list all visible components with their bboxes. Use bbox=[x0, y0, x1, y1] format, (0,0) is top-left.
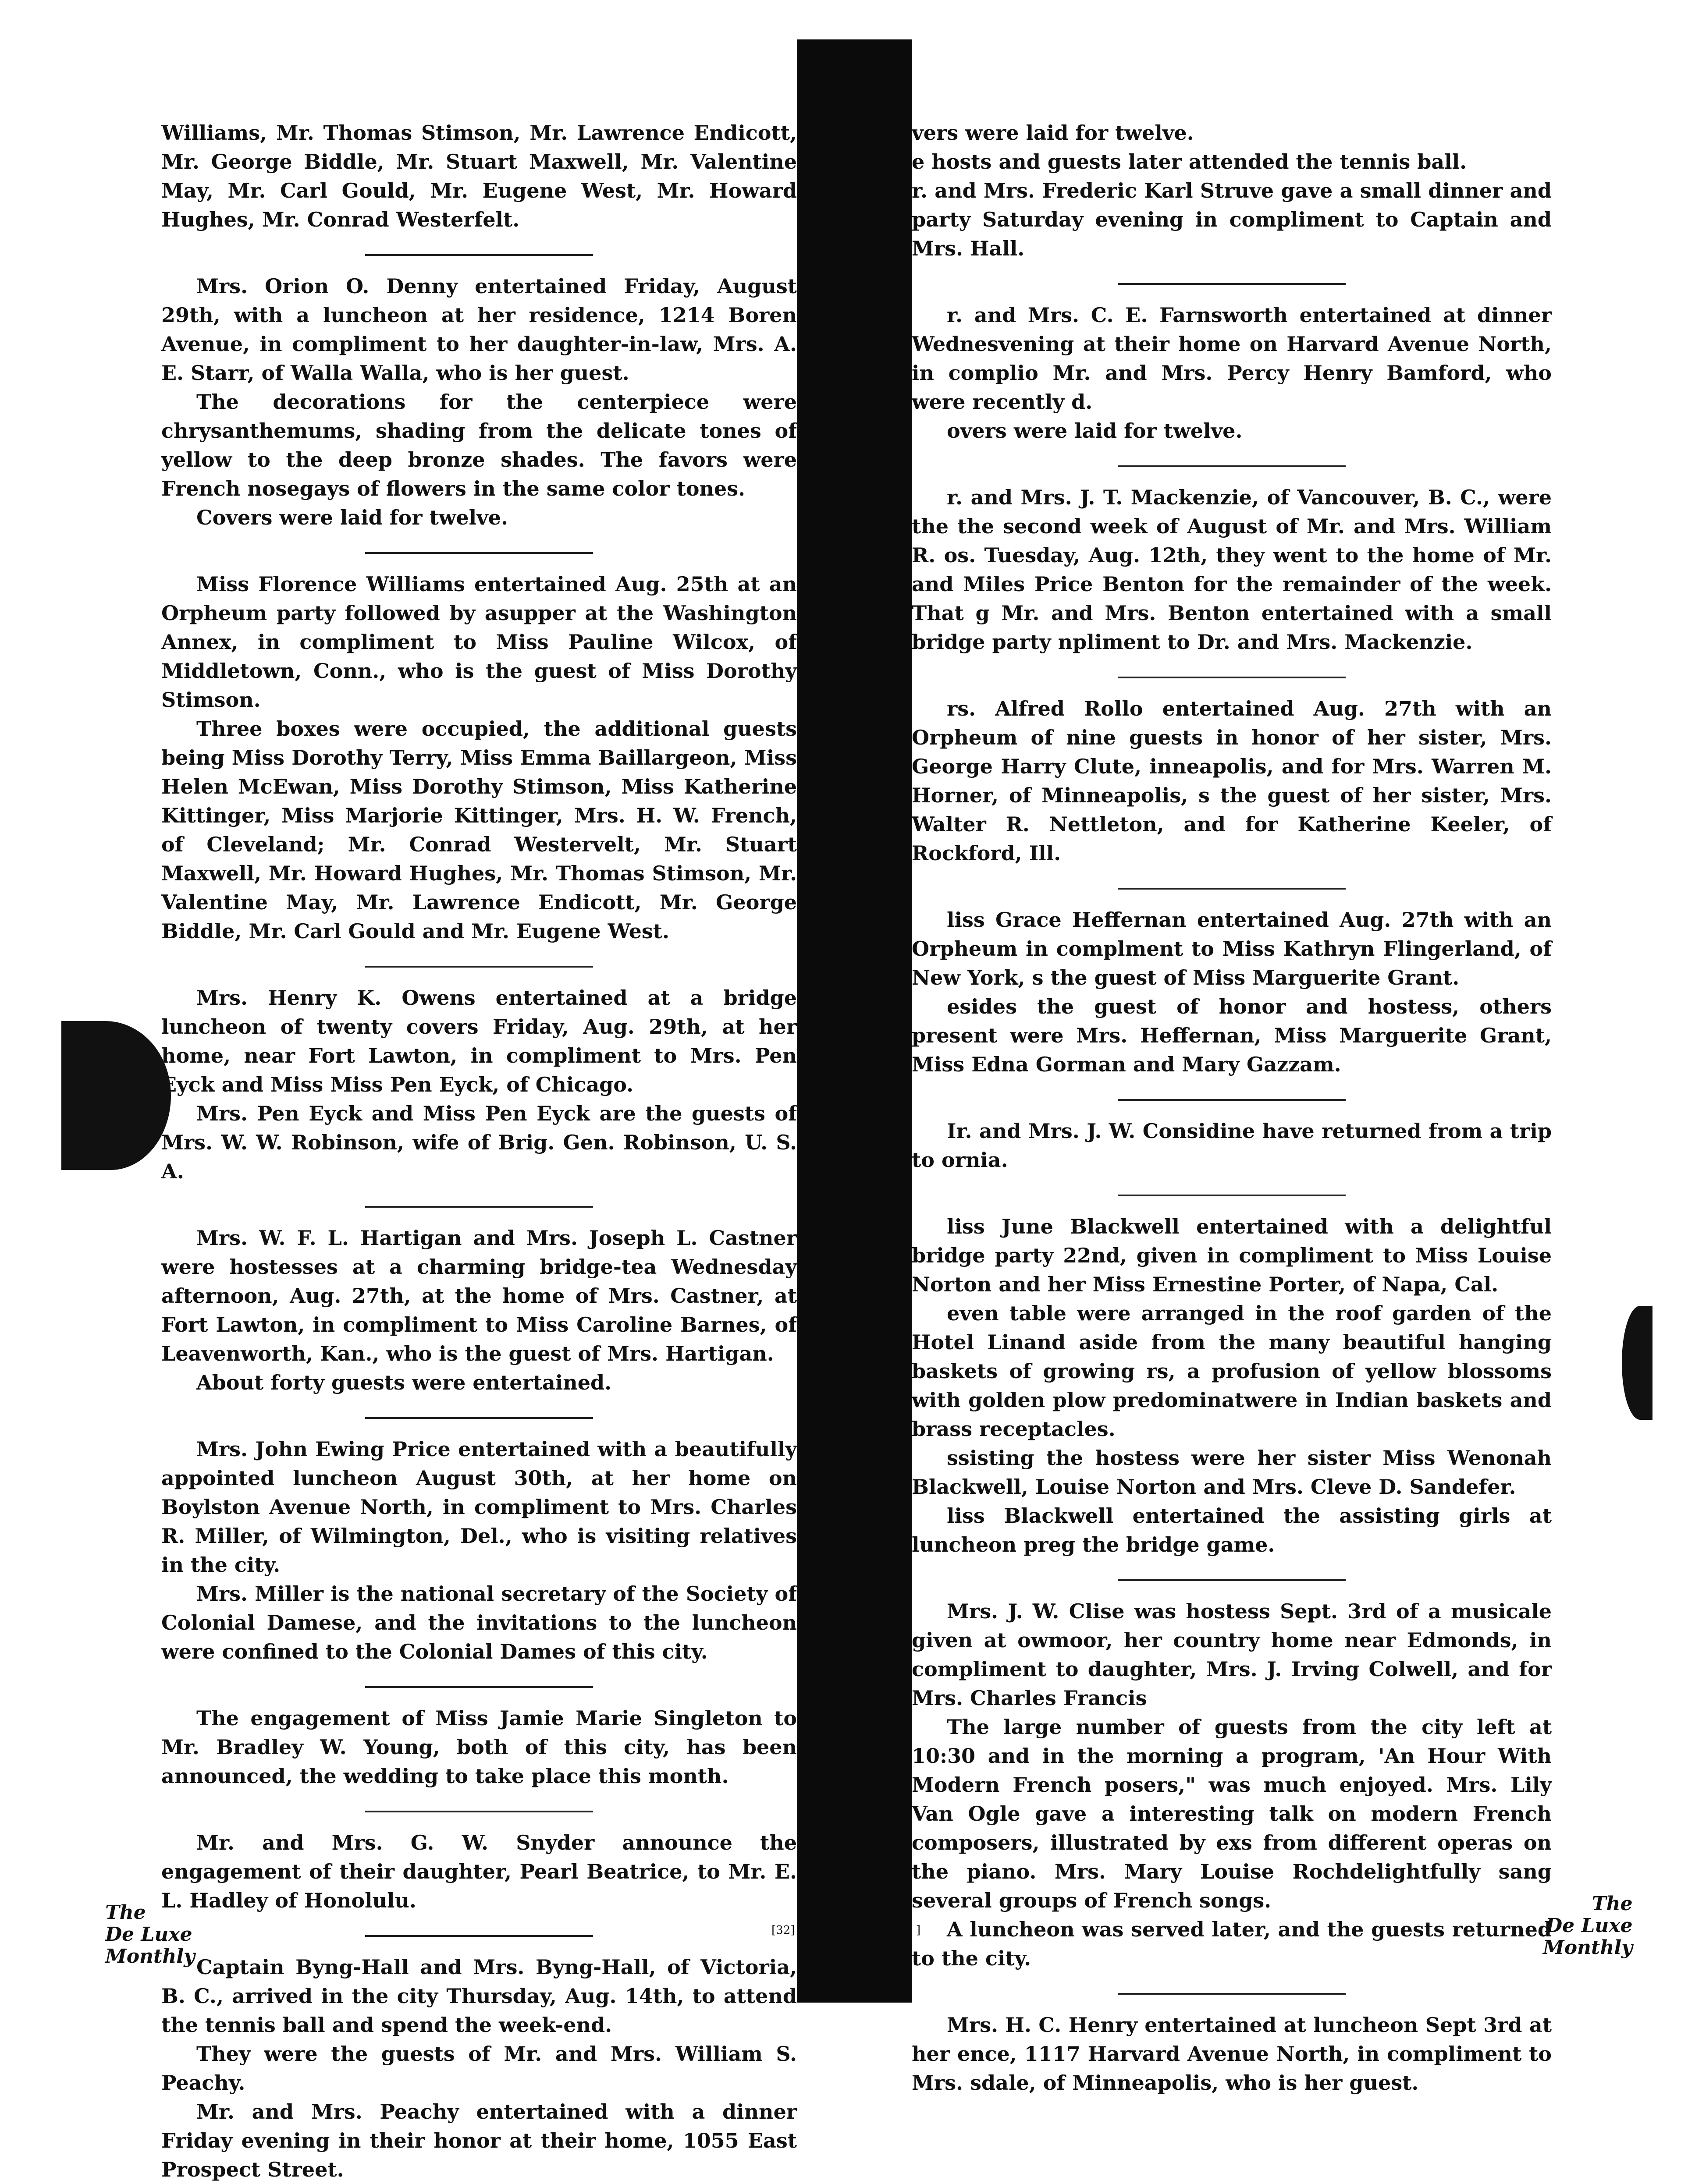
section-divider bbox=[365, 254, 593, 256]
society-item bbox=[912, 905, 1552, 1079]
section-divider bbox=[1118, 1099, 1346, 1101]
page-number: [32] bbox=[771, 1924, 795, 1937]
paragraph: Mrs. J. W. Clise was hostess Sept. 3rd of a musicale given at owmoor, her country home near Edmonds, in compliment to daughter, Mrs. J. Irving Colwell, and for Mrs. Charles Francis bbox=[912, 1599, 1552, 1710]
paragraph: Mr. and Mrs. Peachy entertained with a dinner Friday evening in their honor at their home, 1055 East Prospect Street. bbox=[161, 2100, 797, 2181]
paragraph: r. and Mrs. C. E. Farnsworth entertained at dinner Wednesvening at their home on Harvard Avenue North, in complio Mr. and Mrs. Percy Henry Bamford, who were recently d. bbox=[912, 303, 1552, 414]
paragraph: The engagement of Miss Jamie Marie Singleton to Mr. Bradley W. Young, both of this city, has been announced, the wedding to take place this month. bbox=[161, 1706, 797, 1788]
paragraph: Ir. and Mrs. J. W. Considine have returned from a trip to ornia. bbox=[912, 1119, 1552, 1172]
paragraph: vers were laid for twelve. bbox=[912, 121, 1194, 145]
masthead-line: Monthly bbox=[105, 1945, 195, 1968]
paragraph: Williams, Mr. Thomas Stimson, Mr. Lawrence Endicott, Mr. George Biddle, Mr. Stuart Maxwell, Mr. Valentine May, Mr. Carl Gould, Mr. Eugene West, Mr. Howard Hughes, Mr. Conrad Westerfelt. bbox=[161, 121, 797, 231]
society-item bbox=[161, 983, 797, 1186]
section-divider bbox=[1118, 888, 1346, 890]
section-divider bbox=[1118, 1993, 1346, 1995]
society-item bbox=[161, 1953, 797, 2184]
society-item bbox=[161, 1223, 797, 1397]
masthead-line: De Luxe bbox=[1546, 1915, 1633, 1937]
right-column bbox=[912, 118, 1552, 2095]
paragraph: r. and Mrs. J. T. Mackenzie, of Vancouver, B. C., were the the second week of August of Mr. and Mrs. William R. os. Tuesday, Aug. 12th, they went to the home of Mr. and Miles Price Benton for the remainder of the week. That g Mr. and Mrs. Benton entertained with a small bridge party npliment to Dr. and Mrs. Mackenzie. bbox=[912, 486, 1552, 654]
society-item bbox=[912, 1117, 1552, 1174]
society-item bbox=[161, 1435, 797, 1666]
ink-blot-left bbox=[61, 1021, 171, 1170]
section-divider bbox=[365, 552, 593, 554]
section-divider bbox=[365, 1206, 593, 1208]
paragraph: The large number of guests from the city left at 10:30 and in the morning a program, 'An Hour With Modern French posers," was much enjoyed. Mrs. Lily Van Ogle gave a interesting talk on modern French composers, illustrated by exs from different operas on the piano. Mrs. Mary Louise Rochdelightfully sang several groups of French songs. bbox=[912, 1715, 1552, 1912]
society-item bbox=[912, 483, 1552, 656]
paragraph: Mrs. H. C. Henry entertained at luncheon Sept 3rd at her ence, 1117 Harvard Avenue North, in compliment to Mrs. sdale, of Minneapolis, who is her guest. bbox=[912, 2013, 1552, 2095]
paragraph: Mrs. Henry K. Owens entertained at a bridge luncheon of twenty covers Friday, Aug. 29th, at her home, near Fort Lawton, in compliment to Mrs. Pen Eyck and Miss Miss Pen Eyck, of Chicago. bbox=[161, 986, 797, 1096]
society-item bbox=[912, 1212, 1552, 1559]
paragraph: Mrs. Miller is the national secretary of the Society of Colonial Damese, and the invitations to the luncheon were confined to the Colonial Dames of this city. bbox=[161, 1582, 797, 1663]
paragraph: Covers were laid for twelve. bbox=[196, 506, 508, 529]
section-divider bbox=[1118, 283, 1346, 285]
section-divider bbox=[365, 1811, 593, 1812]
binding-gutter-shadow bbox=[797, 39, 912, 2003]
society-item bbox=[161, 1828, 797, 1915]
masthead-line: The bbox=[1592, 1893, 1633, 1915]
paragraph: About forty guests were entertained. bbox=[196, 1371, 612, 1394]
society-item bbox=[912, 118, 1552, 263]
section-divider bbox=[365, 1417, 593, 1419]
paragraph: rs. Alfred Rollo entertained Aug. 27th with an Orpheum of nine guests in honor of her sister, Mrs. George Harry Clute, inneapolis, and for Mrs. Warren M. Horner, of Minneapolis, s the guest of her sister, Mrs. Walter R. Nettleton, and for Katherine Keeler, of Rockford, Ill. bbox=[912, 697, 1552, 865]
society-item bbox=[161, 1704, 797, 1790]
section-divider bbox=[1118, 1579, 1346, 1581]
paragraph: Mrs. Pen Eyck and Miss Pen Eyck are the guests of Mrs. W. W. Robinson, wife of Brig. Gen. Robinson, U. S. A. bbox=[161, 1102, 797, 1183]
paragraph: Miss Florence Williams entertained Aug. 25th at an Orpheum party followed by asupper at the Washington Annex, in compliment to Miss Pauline Wilcox, of Middletown, Conn., who is the guest of Miss Dorothy Stimson. bbox=[161, 572, 797, 712]
paragraph: ssisting the hostess were her sister Miss Wenonah Blackwell, Louise Norton and Mrs. Cleve D. Sandefer. bbox=[912, 1446, 1552, 1499]
section-divider bbox=[1118, 677, 1346, 678]
paragraph: A luncheon was served later, and the guests returned to the city. bbox=[912, 1918, 1552, 1970]
society-item bbox=[161, 118, 797, 234]
paragraph: even table were arranged in the roof garden of the Hotel Linand aside from the many beautiful hanging baskets of growing rs, a profusion of yellow blossoms with golden plow predominatwere in Indian baskets and brass receptacles. bbox=[912, 1301, 1552, 1441]
ink-blot-right bbox=[1622, 1306, 1652, 1420]
paragraph: r. and Mrs. Frederic Karl Struve gave a small dinner and party Saturday evening in compliment to Captain and Mrs. Hall. bbox=[912, 179, 1552, 260]
masthead-left bbox=[105, 1902, 195, 1968]
society-item bbox=[912, 1597, 1552, 1973]
society-item bbox=[161, 272, 797, 532]
paragraph: Three boxes were occupied, the additional guests being Miss Dorothy Terry, Miss Emma Baillargeon, Miss Helen McEwan, Miss Dorothy Stimson, Miss Katherine Kittinger, Miss Marjorie Kittinger, Mrs. H. W. French, of Cleveland; Mr. Conrad Westervelt, Mr. Stuart Maxwell, Mr. Howard Hughes, Mr. Thomas Stimson, Mr. Valentine May, Mr. Lawrence Endicott, Mr. George Biddle, Mr. Carl Gould and Mr. Eugene West. bbox=[161, 717, 797, 943]
right-folio-fragment: ] bbox=[916, 1924, 921, 1937]
paragraph: Captain Byng-Hall and Mrs. Byng-Hall, of Victoria, B. C., arrived in the city Thursday, Aug. 14th, to attend the tennis ball and spend the week-end. bbox=[161, 1955, 797, 2037]
society-item bbox=[912, 694, 1552, 868]
section-divider bbox=[365, 1935, 593, 1937]
paragraph: esides the guest of honor and hostess, others present were Mrs. Heffernan, Miss Marguerite Grant, Miss Edna Gorman and Mary Gazzam. bbox=[912, 995, 1552, 1076]
paragraph: The decorations for the centerpiece were chrysanthemums, shading from the delicate tones of yellow to the deep bronze shades. The favors were French nosegays of flowers in the same color tones. bbox=[161, 390, 797, 500]
paragraph: Mrs. Orion O. Denny entertained Friday, August 29th, with a luncheon at her residence, 1214 Boren Avenue, in compliment to her daughter-in-law, Mrs. A. E. Starr, of Walla Walla, who is her guest. bbox=[161, 274, 797, 385]
paragraph: Mr. and Mrs. G. W. Snyder announce the engagement of their daughter, Pearl Beatrice, to Mr. E. L. Hadley of Honolulu. bbox=[161, 1831, 797, 1912]
section-divider bbox=[1118, 465, 1346, 467]
section-divider bbox=[1118, 1195, 1346, 1196]
masthead-line: The bbox=[105, 1901, 146, 1924]
paragraph: They were the guests of Mr. and Mrs. William S. Peachy. bbox=[161, 2042, 797, 2095]
paragraph: liss Grace Heffernan entertained Aug. 27th with an Orpheum in complment to Miss Kathryn Flingerland, of New York, s the guest of Miss Marguerite Grant. bbox=[912, 908, 1552, 989]
section-divider bbox=[365, 966, 593, 968]
masthead-line: De Luxe bbox=[105, 1923, 192, 1946]
society-item bbox=[912, 2010, 1552, 2097]
masthead-right bbox=[1543, 1893, 1633, 1959]
masthead-line: Monthly bbox=[1543, 1936, 1633, 1959]
society-item bbox=[161, 570, 797, 946]
society-item bbox=[912, 301, 1552, 445]
section-divider bbox=[365, 1686, 593, 1688]
paragraph: liss June Blackwell entertained with a delightful bridge party 22nd, given in compliment to Miss Louise Norton and her Miss Ernestine Porter, of Napa, Cal. bbox=[912, 1215, 1552, 1296]
paragraph: Mrs. John Ewing Price entertained with a beautifully appointed luncheon August 30th, at her home on Boylston Avenue North, in compliment to Mrs. Charles R. Miller, of Wilmington, Del., who is visiting relatives in the city. bbox=[161, 1437, 797, 1577]
paragraph: liss Blackwell entertained the assisting girls at luncheon preg the bridge game. bbox=[912, 1504, 1552, 1556]
paragraph: Mrs. W. F. L. Hartigan and Mrs. Joseph L. Castner were hostesses at a charming bridge-tea Wednesday afternoon, Aug. 27th, at the home of Mrs. Castner, at Fort Lawton, in compliment to Miss Caroline Barnes, of Leavenworth, Kan., who is the guest of Mrs. Hartigan. bbox=[161, 1226, 797, 1365]
paragraph: overs were laid for twelve. bbox=[947, 419, 1243, 443]
paragraph: e hosts and guests later attended the tennis ball. bbox=[912, 150, 1467, 174]
